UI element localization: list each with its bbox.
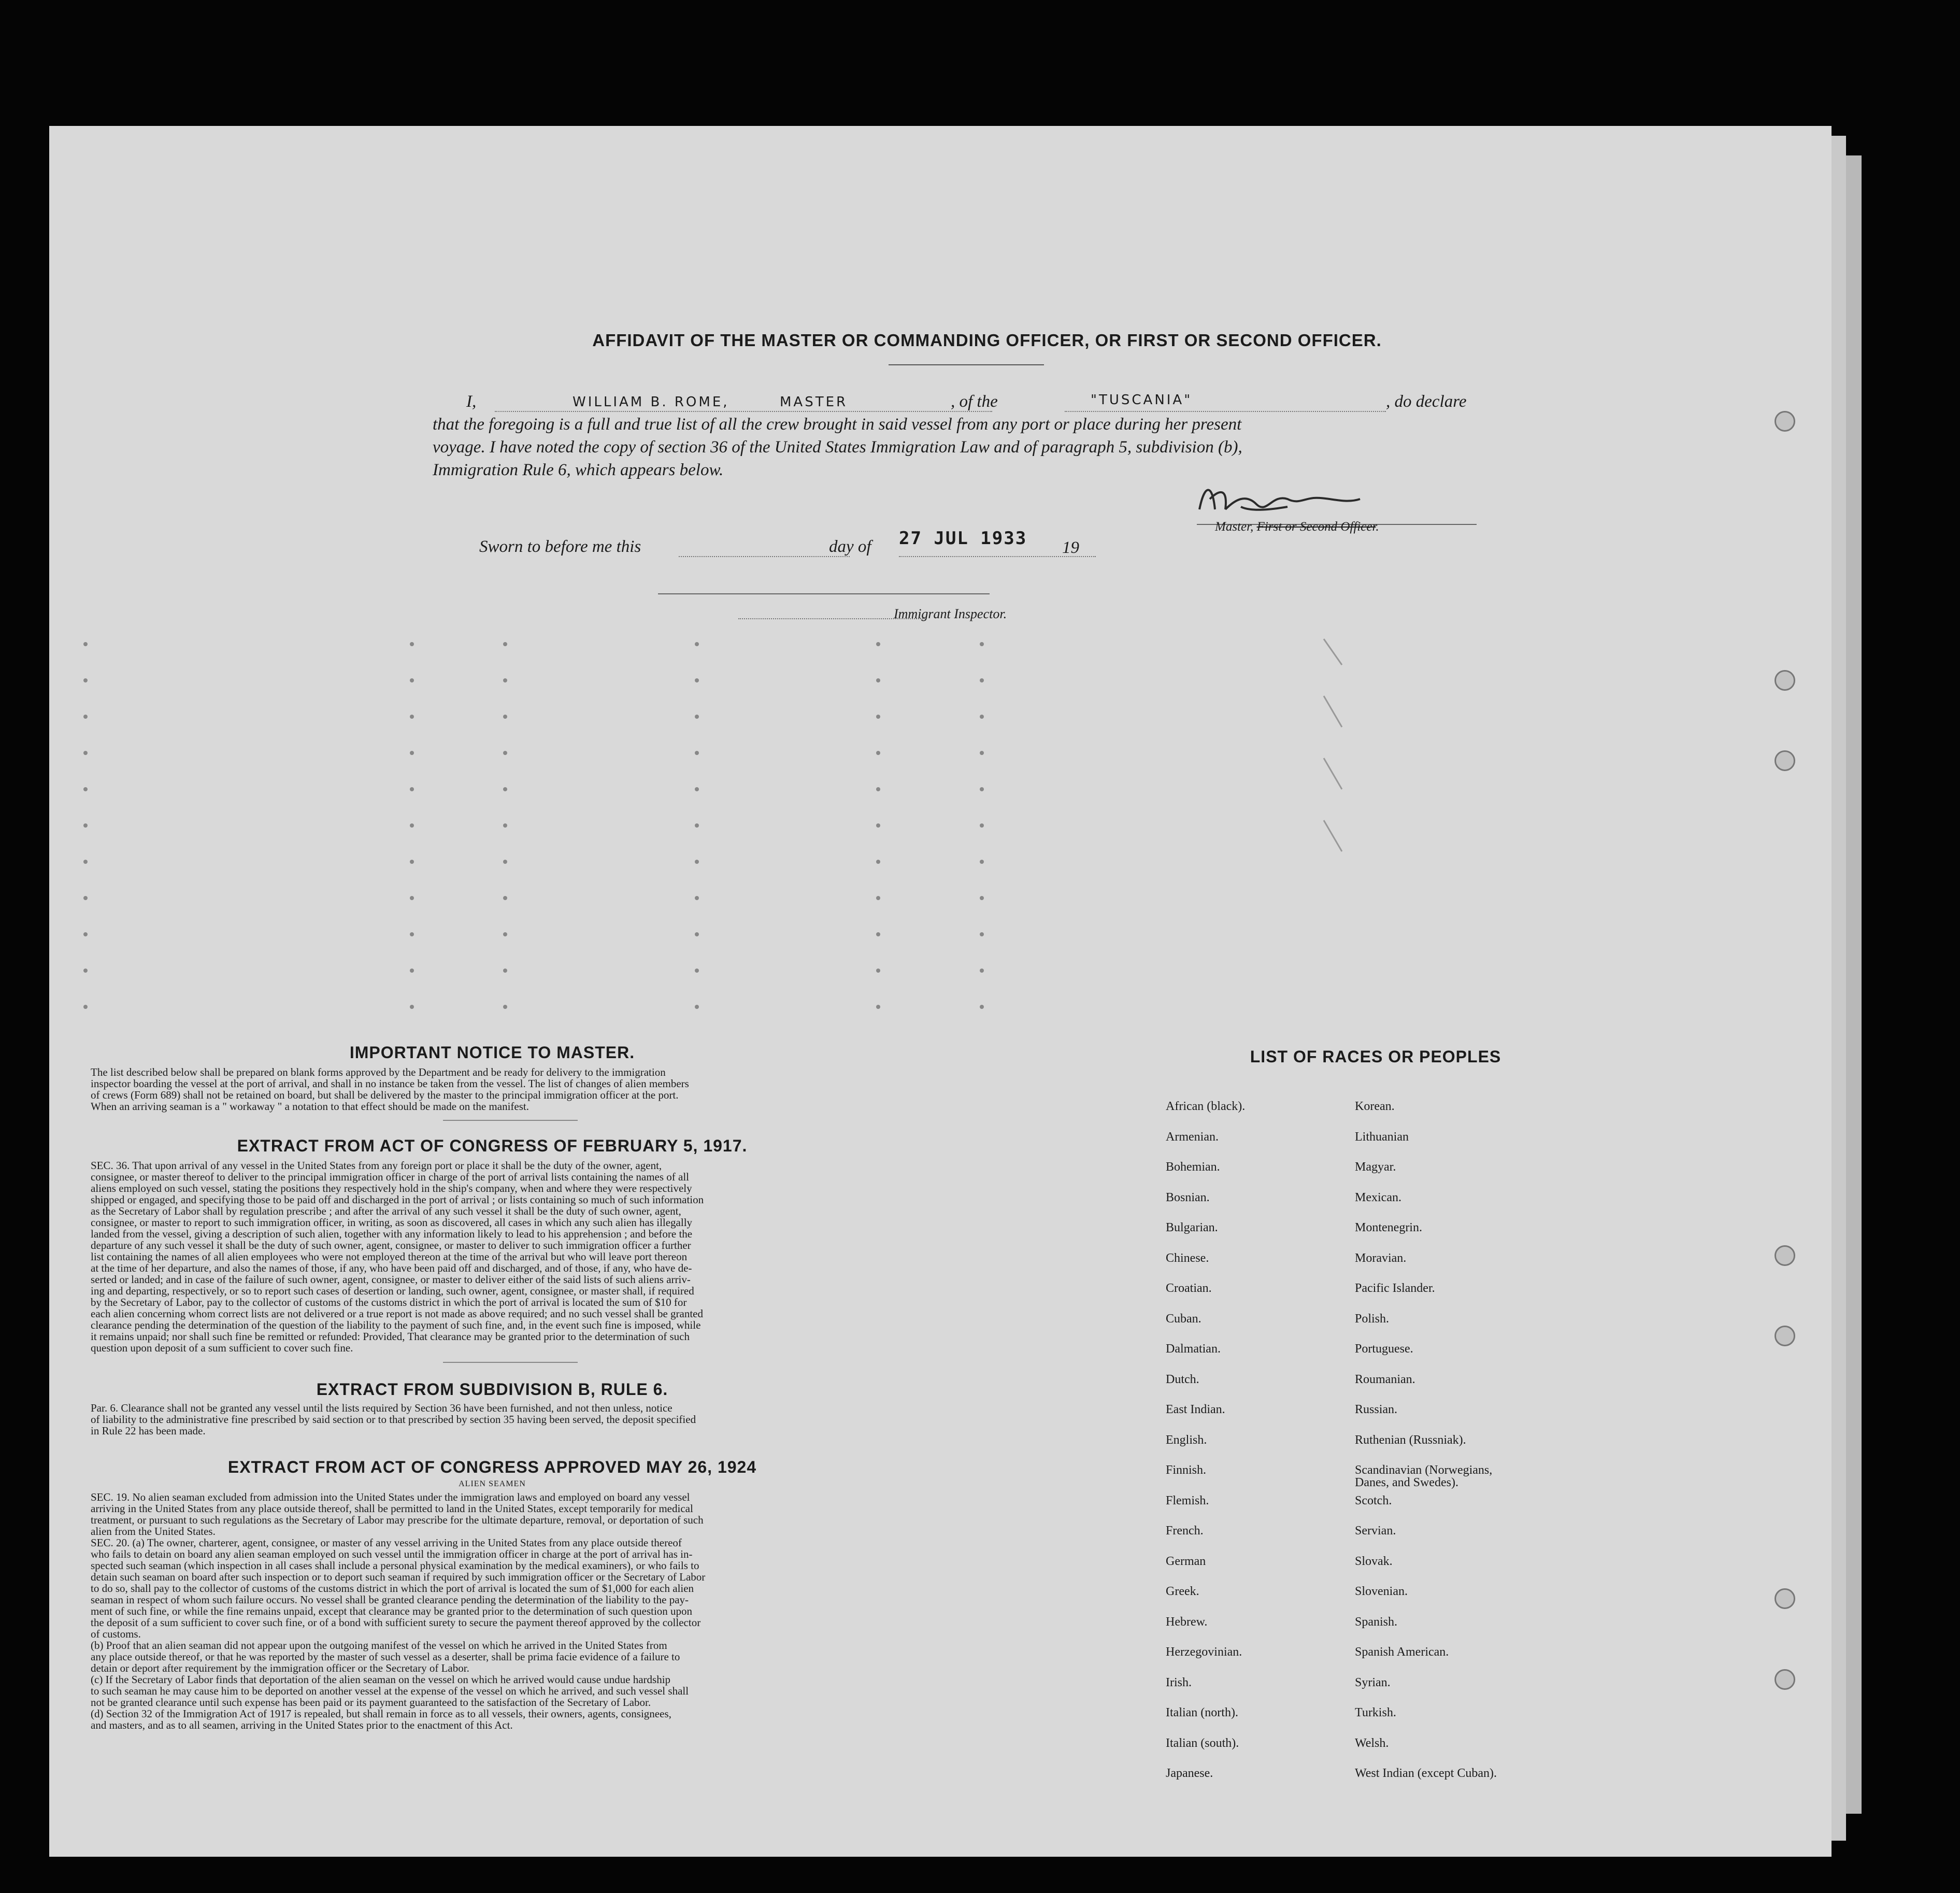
- punch-hole-icon: [1775, 1669, 1795, 1690]
- race-item: Roumanian.: [1355, 1373, 1415, 1386]
- extract-line: ing and departing, respectively, or so to report such cases of desertion or landing, such owner, agent, consignee, or master shall, if required: [91, 1285, 694, 1297]
- section-rule: [443, 1120, 578, 1121]
- affidavit-line-4: Immigration Rule 6, which appears below.: [433, 461, 724, 479]
- extract-line: of liability to the administrative fine prescribed by said section or to that prescribed by section 35 having been served, the deposit specified: [91, 1413, 696, 1426]
- extract-line: each alien concerning whom correct lists are not delivered or a true report is not made as above required; and no such vessel shall be granted: [91, 1307, 703, 1320]
- master-name: WILLIAM B. ROME,: [573, 394, 729, 410]
- extract-line: who fails to detain on board any alien seaman employed on such vessel until the immigration officer in charge at the port of arrival has in-: [91, 1548, 693, 1560]
- race-item: Japanese.: [1166, 1767, 1213, 1780]
- extract-line: Par. 6. Clearance shall not be granted any vessel until the lists required by Section 36 have been furnished, and not then unless, notice: [91, 1402, 673, 1414]
- extract-line: SEC. 20. (a) The owner, charterer, agent, consignee, or master of any vessel arriving in the United States from any place outside thereof: [91, 1536, 682, 1549]
- race-item: Ruthenian (Russniak).: [1355, 1433, 1466, 1447]
- manifest-page: [49, 126, 1832, 1857]
- notice-line: of crews (Form 689) shall not be retained on board, but shall be delivered by the master to the principal immigration officer at the port.: [91, 1089, 679, 1101]
- race-item: Scotch.: [1355, 1494, 1392, 1507]
- punch-hole-icon: [1775, 411, 1795, 432]
- race-item: Servian.: [1355, 1524, 1396, 1538]
- extract-line: consignee, or master to report to such immigration officer, in writing, as soon as discovered, all cases in which any such alien has illegally: [91, 1216, 693, 1229]
- race-item: Lithuanian: [1355, 1130, 1409, 1144]
- race-item: Montenegrin.: [1355, 1221, 1422, 1234]
- extract-line: it remains unpaid; nor shall such fine be remitted or refunded: Provided, That clearance may be granted prior to the determination of such: [91, 1330, 690, 1343]
- extract-line: clearance pending the determination of the question of the liability to the payment of such fine, and, in the event such fine is imposed, while: [91, 1319, 701, 1331]
- race-item: Spanish.: [1355, 1615, 1398, 1629]
- race-item: German: [1166, 1555, 1206, 1568]
- race-item: Armenian.: [1166, 1130, 1219, 1144]
- race-item: Hebrew.: [1166, 1615, 1208, 1629]
- race-item: Irish.: [1166, 1676, 1192, 1689]
- notice-line: When an arriving seaman is a " workaway " a notation to that effect should be made on the manifest.: [91, 1100, 529, 1113]
- extract-line: list containing the names of all alien employees who were not employed thereon at the time of the arrival but who will leave port thereon: [91, 1250, 688, 1263]
- extract-1917-title: EXTRACT FROM ACT OF CONGRESS OF FEBRUARY 5, 1917.: [237, 1136, 748, 1155]
- inspector-signature-line: [658, 592, 990, 594]
- race-item: Slovak.: [1355, 1555, 1393, 1568]
- races-title: LIST OF RACES OR PEOPLES: [1250, 1047, 1501, 1066]
- race-item: Italian (south).: [1166, 1737, 1239, 1750]
- extract-line: spected such seaman (which inspection in all cases shall include a personal physical examination by the medical examiners), or who fails to: [91, 1559, 699, 1572]
- extract-line: SEC. 36. That upon arrival of any vessel in the United States from any foreign port or place it shall be the duty of the owner, agent,: [91, 1159, 662, 1172]
- race-item: Portuguese.: [1355, 1342, 1413, 1356]
- punch-hole-icon: [1775, 1326, 1795, 1346]
- race-item: Bulgarian.: [1166, 1221, 1218, 1234]
- race-item: Welsh.: [1355, 1737, 1389, 1750]
- caption-master: Master,: [1215, 520, 1254, 534]
- extract-line: (c) If the Secretary of Labor finds that deportation of the alien seaman on the vessel on which he arrived would cause undue hardship: [91, 1673, 671, 1686]
- race-item: African (black).: [1166, 1100, 1246, 1113]
- race-item: Flemish.: [1166, 1494, 1209, 1507]
- race-item: Mexican.: [1355, 1191, 1401, 1204]
- extract-line: any place outside thereof, or that he was reported by the master of such vessel as a deserter, shall be prima facie evidence of a failure to: [91, 1650, 680, 1663]
- race-item: Cuban.: [1166, 1312, 1201, 1326]
- extract-line: by the Secretary of Labor, pay to the collector of customs of the customs district in which the port of arrival is located the sum of $10 for: [91, 1296, 687, 1308]
- section-rule: [443, 1362, 578, 1363]
- declare-label: , do declare: [1386, 392, 1467, 411]
- extract-line: seaman in respect of whom such failure occurs. No vessel shall be granted clearance pending the determination of the liability to the pay-: [91, 1593, 689, 1606]
- extract-line: to do so, shall pay to the collector of customs of the customs district in which the port of arrival is located the sum of $1,000 for each alien: [91, 1582, 694, 1595]
- extract-line: detain or deport after requirement by the immigration officer or the Secretary of Labor.: [91, 1662, 469, 1674]
- extract-1924-subtitle: ALIEN SEAMEN: [459, 1479, 526, 1488]
- extract-line: consignee, or master thereof to deliver to the principal immigration officer in charge of the port of arrival lists containing the names of all: [91, 1171, 690, 1183]
- affidavit-line-3: voyage. I have noted the copy of section 36 of the United States Immigration Law and of paragraph 5, subdivision (b),: [433, 438, 1242, 457]
- title-rule: [889, 364, 1044, 365]
- extract-line: detain such seaman on board after such inspection or to deport such seaman if required by such immigration officer or the Secretary of Labor: [91, 1571, 706, 1583]
- race-item: Italian (north).: [1166, 1706, 1238, 1719]
- day-of-label: day of: [829, 537, 871, 556]
- race-item: Finnish.: [1166, 1463, 1207, 1477]
- extract-line: to such seaman he may cause him to be deported on another vessel at the expense of the vessel on which he arrived, and such vessel shall: [91, 1685, 689, 1697]
- race-item: French.: [1166, 1524, 1204, 1538]
- race-item: Greek.: [1166, 1585, 1199, 1598]
- race-item: Moravian.: [1355, 1251, 1407, 1265]
- extract-line: in Rule 22 has been made.: [91, 1425, 206, 1437]
- extract-line: departure of any such vessel it shall be the duty of such owner, agent, consignee, or master to deliver to such immigration officer a further: [91, 1239, 691, 1251]
- extract-1924-body: [91, 1491, 894, 1731]
- date-stamp: 27 JUL 1933: [899, 528, 1027, 549]
- extract-line: aliens employed on such vessel, stating the positions they respectively hold in the ship's company, when and where they were respectively: [91, 1182, 692, 1194]
- punch-hole-icon: [1775, 1245, 1795, 1266]
- signature-caption: [1215, 516, 1379, 538]
- race-item: Bohemian.: [1166, 1160, 1220, 1174]
- caption-period: .: [1376, 520, 1379, 534]
- extract-line: (d) Section 32 of the Immigration Act of 1917 is repealed, but shall remain in force as to all vessels, their owners, agents, consignees,: [91, 1707, 671, 1720]
- race-item: English.: [1166, 1433, 1207, 1447]
- race-item: Russian.: [1355, 1403, 1398, 1416]
- race-item: Chinese.: [1166, 1251, 1209, 1265]
- race-item: Syrian.: [1355, 1676, 1391, 1689]
- sworn-label: Sworn to before me this: [479, 537, 641, 556]
- race-item: Herzegovinian.: [1166, 1645, 1242, 1659]
- extract-line: landed from the vessel, giving a description of such alien, together with any information likely to lead to his apprehension ; and before the: [91, 1228, 693, 1240]
- race-item: Korean.: [1355, 1100, 1395, 1113]
- sworn-day-line: [679, 555, 850, 557]
- extract-line: arriving in the United States from any place outside thereof, shall be permitted to land in the United States, except temporarily for medical: [91, 1502, 693, 1515]
- race-item: Slovenian.: [1355, 1585, 1408, 1598]
- name-fill-line: [495, 410, 992, 412]
- vessel-name: "TUSCANIA": [1091, 392, 1193, 408]
- extract-line: SEC. 19. No alien seaman excluded from admission into the United States under the immigration laws and employed on board any vessel: [91, 1491, 690, 1503]
- extract-line: alien from the United States.: [91, 1525, 216, 1538]
- notice-line: The list described below shall be prepared on blank forms approved by the Department and be ready for delivery to the immigration: [91, 1066, 666, 1078]
- inspector-caption: Immigrant Inspector.: [894, 606, 1007, 621]
- rank: MASTER: [780, 394, 848, 410]
- extract-line: the deposit of a sum sufficient to cover such fine, or of a bond with sufficient surety to secure the payment thereof approved by the collector: [91, 1616, 701, 1629]
- extract-rule6-title: EXTRACT FROM SUBDIVISION B, RULE 6.: [316, 1380, 668, 1399]
- race-item: Pacific Islander.: [1355, 1282, 1435, 1295]
- extract-line: ment of such fine, or while the fine remains unpaid, except that clearance may be granted prior to the determination of such question upon: [91, 1605, 693, 1617]
- caption-struck-officer: First or Second Officer: [1256, 520, 1376, 534]
- extract-1924-title: EXTRACT FROM ACT OF CONGRESS APPROVED MAY 26, 1924: [227, 1458, 757, 1476]
- notice-body: [91, 1066, 894, 1112]
- extract-line: as the Secretary of Labor shall by regulation prescribe ; and after the arrival of any such vessel it shall be the duty of such owner, agent,: [91, 1205, 681, 1217]
- extract-line: and masters, and as to all seamen, arriving in the United States prior to the enactment of this Act.: [91, 1719, 513, 1731]
- race-item: Croatian.: [1166, 1282, 1212, 1295]
- affidavit-line-2: that the foregoing is a full and true list of all the crew brought in said vessel from any port or place during her present: [433, 415, 1242, 434]
- race-item: Scandinavian (Norwegians, Danes, and Swedes).: [1355, 1463, 1493, 1489]
- extract-line: of customs.: [91, 1628, 141, 1640]
- notice-title: IMPORTANT NOTICE TO MASTER.: [349, 1043, 635, 1062]
- race-item: East Indian.: [1166, 1403, 1225, 1416]
- extract-line: at the time of her departure, and also the names of those, if any, who have been paid off and discharged, and of those, if any, who have de-: [91, 1262, 692, 1274]
- notice-line: inspector boarding the vessel at the port of arrival, and shall in no instance be taken from the vessel. The list of changes of alien members: [91, 1077, 689, 1090]
- year-label: 19: [1062, 538, 1079, 557]
- race-item: West Indian (except Cuban).: [1355, 1767, 1497, 1780]
- extract-1917-body: [91, 1160, 894, 1354]
- extract-line: (b) Proof that an alien seaman did not appear upon the outgoing manifest of the vessel on which he arrived in the United States from: [91, 1639, 667, 1652]
- extract-line: serted or landed; and in case of the failure of such owner, agent, consignee, or master to deliver either of the said lists of such aliens arriv-: [91, 1273, 691, 1286]
- affidavit-prefix: I,: [466, 392, 477, 411]
- show-through-marks: [49, 623, 1344, 1090]
- extract-line: treatment, or pursuant to such regulations as the Secretary of Labor may prescribe for the ultimate departure, removal, or deportation of such: [91, 1514, 704, 1526]
- extract-rule6-body: [91, 1402, 894, 1436]
- of-the-label: , of the: [951, 392, 998, 411]
- races-left-column: [1166, 1100, 1363, 1795]
- extract-line: question upon deposit of a sum sufficient to cover such fine.: [91, 1342, 353, 1354]
- punch-hole-icon: [1775, 1588, 1795, 1609]
- punch-hole-icon: [1775, 750, 1795, 771]
- punch-hole-icon: [1775, 670, 1795, 691]
- race-item: Dalmatian.: [1166, 1342, 1221, 1356]
- race-item: Polish.: [1355, 1312, 1390, 1326]
- extract-line: not be granted clearance until such expense has been paid or its payment guaranteed to the satisfaction of the Secretary of Labor.: [91, 1696, 651, 1709]
- race-item: Magyar.: [1355, 1160, 1396, 1174]
- race-item: Spanish American.: [1355, 1645, 1449, 1659]
- race-item: Bosnian.: [1166, 1191, 1210, 1204]
- affidavit-title: AFFIDAVIT OF THE MASTER OR COMMANDING OFFICER, OR FIRST OR SECOND OFFICER.: [592, 331, 1382, 350]
- extract-line: shipped or engaged, and specifying those to be paid off and discharged in the port of arrival ; or lists containing so much of such information: [91, 1193, 704, 1206]
- race-item: Dutch.: [1166, 1373, 1199, 1386]
- race-item: Turkish.: [1355, 1706, 1396, 1719]
- vessel-fill-line: [1065, 410, 1386, 412]
- races-right-column: [1355, 1100, 1583, 1795]
